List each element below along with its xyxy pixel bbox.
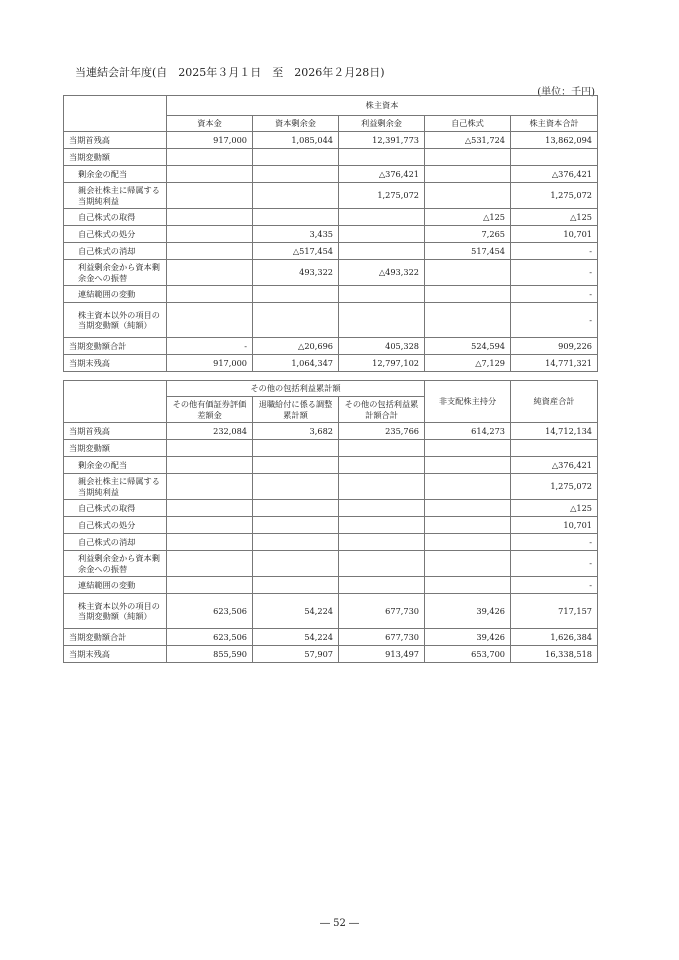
table-cell — [253, 551, 339, 577]
table-row — [64, 286, 598, 303]
page-title: 当連結会計年度(自 2025年３月１日 至 2026年２月28日) — [75, 66, 385, 79]
table-cell — [511, 149, 598, 166]
table-cell: △125 — [511, 209, 598, 226]
table-cell — [167, 551, 253, 577]
row-label: 利益剰余金から資本剰余金への振替 — [64, 551, 167, 577]
table-cell — [425, 534, 511, 551]
table-row — [64, 243, 598, 260]
row-label: 剰余金の配当 — [64, 457, 167, 474]
table-cell: △7,129 — [425, 355, 511, 372]
table-cell — [253, 303, 339, 338]
table-cell: 14,712,134 — [511, 423, 598, 440]
table-cell — [167, 500, 253, 517]
table-cell — [253, 474, 339, 500]
table-row — [64, 646, 598, 663]
table-cell — [425, 440, 511, 457]
column-header: 利益剰余金 — [339, 116, 425, 132]
row-label-header — [64, 96, 167, 132]
table-cell: 917,000 — [167, 355, 253, 372]
table-row — [64, 474, 598, 500]
table-cell — [425, 286, 511, 303]
table-cell: - — [511, 243, 598, 260]
table-cell: 1,626,384 — [511, 629, 598, 646]
table-cell — [339, 440, 425, 457]
row-label: 自己株式の処分 — [64, 226, 167, 243]
row-label: 当期変動額 — [64, 440, 167, 457]
table-cell: - — [511, 303, 598, 338]
table-cell: 913,497 — [339, 646, 425, 663]
column-header: 資本剰余金 — [253, 116, 339, 132]
table-cell: 917,000 — [167, 132, 253, 149]
table-cell — [167, 440, 253, 457]
table-cell: - — [167, 338, 253, 355]
table-cell — [425, 474, 511, 500]
table-cell: 855,590 — [167, 646, 253, 663]
table-row — [64, 226, 598, 243]
table-cell — [167, 577, 253, 594]
row-label: 利益剰余金から資本剰余金への振替 — [64, 260, 167, 286]
table-row — [64, 183, 598, 209]
row-label: 自己株式の取得 — [64, 500, 167, 517]
table-cell: 524,594 — [425, 338, 511, 355]
table-cell — [253, 183, 339, 209]
table-cell: 12,797,102 — [339, 355, 425, 372]
table-cell — [253, 457, 339, 474]
table-cell — [167, 166, 253, 183]
table-row — [64, 423, 598, 440]
table-cell — [253, 209, 339, 226]
table-row — [64, 355, 598, 372]
table-cell — [339, 577, 425, 594]
table-row — [64, 260, 598, 286]
table-cell: 1,275,072 — [339, 183, 425, 209]
table-cell: 12,391,773 — [339, 132, 425, 149]
row-label: 自己株式の消却 — [64, 534, 167, 551]
row-label: 自己株式の処分 — [64, 517, 167, 534]
table-cell — [425, 577, 511, 594]
table-cell: - — [511, 534, 598, 551]
table-cell: 10,701 — [511, 517, 598, 534]
table-cell — [253, 500, 339, 517]
table-cell: △125 — [425, 209, 511, 226]
table-row — [64, 338, 598, 355]
row-label: 株主資本以外の項目の当期変動額（純額） — [64, 594, 167, 629]
table-cell: 405,328 — [339, 338, 425, 355]
table-cell — [339, 226, 425, 243]
table-row — [64, 500, 598, 517]
table-cell — [253, 577, 339, 594]
table-cell — [167, 209, 253, 226]
table-cell: △20,696 — [253, 338, 339, 355]
row-label: 当期末残高 — [64, 646, 167, 663]
row-label: 当期変動額 — [64, 149, 167, 166]
table-row — [64, 209, 598, 226]
table-cell — [167, 149, 253, 166]
table-row — [64, 594, 598, 629]
table-cell — [339, 286, 425, 303]
table-row — [64, 577, 598, 594]
table-cell — [339, 303, 425, 338]
table-row — [64, 440, 598, 457]
row-label: 当期末残高 — [64, 355, 167, 372]
table-row — [64, 534, 598, 551]
table-cell: 1,064,347 — [253, 355, 339, 372]
table-cell: 14,771,321 — [511, 355, 598, 372]
table-cell — [425, 260, 511, 286]
column-header: 資本金 — [167, 116, 253, 132]
table-cell: 1,085,044 — [253, 132, 339, 149]
table-cell — [167, 303, 253, 338]
column-header: 退職給付に係る調整累計額 — [253, 397, 339, 423]
table-cell: 57,907 — [253, 646, 339, 663]
table-cell — [253, 149, 339, 166]
table-cell: 7,265 — [425, 226, 511, 243]
row-label: 当期首残高 — [64, 423, 167, 440]
table-cell: - — [511, 551, 598, 577]
table-cell: 653,700 — [425, 646, 511, 663]
column-header: 株主資本合計 — [511, 116, 598, 132]
table-cell: △376,421 — [511, 166, 598, 183]
table-cell — [339, 500, 425, 517]
table-cell — [339, 517, 425, 534]
table-cell — [511, 440, 598, 457]
table-row — [64, 132, 598, 149]
table-cell: 1,275,072 — [511, 474, 598, 500]
table-row — [64, 517, 598, 534]
row-label: 親会社株主に帰属する当期純利益 — [64, 183, 167, 209]
table-cell: △125 — [511, 500, 598, 517]
table-cell: 3,682 — [253, 423, 339, 440]
table-cell — [167, 260, 253, 286]
table-cell: 3,435 — [253, 226, 339, 243]
table-cell: 677,730 — [339, 629, 425, 646]
accumulated-other-comprehensive-income-table — [63, 380, 598, 663]
group-header: その他の包括利益累計額 — [167, 381, 425, 397]
table-cell: 493,322 — [253, 260, 339, 286]
table-cell: 235,766 — [339, 423, 425, 440]
unit-label: (単位：千円) — [537, 87, 595, 98]
table-cell — [167, 457, 253, 474]
table-cell — [425, 166, 511, 183]
table-row — [64, 166, 598, 183]
table-cell: 54,224 — [253, 629, 339, 646]
row-label: 親会社株主に帰属する当期純利益 — [64, 474, 167, 500]
table-cell: - — [511, 286, 598, 303]
column-header: 非支配株主持分 — [425, 381, 511, 423]
table-cell — [253, 534, 339, 551]
table-cell — [339, 209, 425, 226]
table-cell: △531,724 — [425, 132, 511, 149]
table-cell — [253, 166, 339, 183]
table-cell — [253, 286, 339, 303]
column-header: 純資産合計 — [511, 381, 598, 423]
table-cell — [167, 517, 253, 534]
table-row — [64, 457, 598, 474]
table-cell: 16,338,518 — [511, 646, 598, 663]
table-cell — [339, 149, 425, 166]
row-label: 株主資本以外の項目の当期変動額（純額） — [64, 303, 167, 338]
table-cell: - — [511, 260, 598, 286]
row-label: 当期変動額合計 — [64, 629, 167, 646]
table-cell — [339, 551, 425, 577]
table-cell: 677,730 — [339, 594, 425, 629]
table-cell — [167, 286, 253, 303]
row-label: 剰余金の配当 — [64, 166, 167, 183]
table-cell — [425, 303, 511, 338]
table-cell: 39,426 — [425, 594, 511, 629]
shareholders-equity-table — [63, 95, 598, 372]
table-cell — [425, 149, 511, 166]
table-cell — [167, 183, 253, 209]
table-cell: 517,454 — [425, 243, 511, 260]
table-cell — [339, 474, 425, 500]
table-cell: 623,506 — [167, 629, 253, 646]
table-cell: 13,862,094 — [511, 132, 598, 149]
table-row — [64, 303, 598, 338]
table-cell — [167, 534, 253, 551]
table-cell: 232,084 — [167, 423, 253, 440]
table-cell: △376,421 — [339, 166, 425, 183]
table-cell — [425, 500, 511, 517]
table-cell: 10,701 — [511, 226, 598, 243]
row-label: 当期変動額合計 — [64, 338, 167, 355]
table-row — [64, 629, 598, 646]
table-cell: 1,275,072 — [511, 183, 598, 209]
table-cell — [253, 440, 339, 457]
table-cell: △493,322 — [339, 260, 425, 286]
table-cell: 39,426 — [425, 629, 511, 646]
table-row — [64, 551, 598, 577]
table-cell: 614,273 — [425, 423, 511, 440]
table-cell — [339, 457, 425, 474]
table-cell: △376,421 — [511, 457, 598, 474]
row-label: 連結範囲の変動 — [64, 286, 167, 303]
page-number: ― 52 ― — [319, 918, 360, 929]
row-label: 自己株式の取得 — [64, 209, 167, 226]
table-cell — [425, 457, 511, 474]
table-cell: △517,454 — [253, 243, 339, 260]
table-cell — [339, 534, 425, 551]
table-cell — [425, 183, 511, 209]
row-label: 自己株式の消却 — [64, 243, 167, 260]
table-cell — [253, 517, 339, 534]
table-cell — [167, 226, 253, 243]
table-cell: 909,226 — [511, 338, 598, 355]
row-label: 連結範囲の変動 — [64, 577, 167, 594]
group-header: 株主資本 — [167, 96, 598, 116]
row-label-header — [64, 381, 167, 423]
table-cell — [167, 474, 253, 500]
table-cell — [425, 517, 511, 534]
table-cell — [339, 243, 425, 260]
table-cell: 623,506 — [167, 594, 253, 629]
column-header: その他の包括利益累計額合計 — [339, 397, 425, 423]
table-cell — [425, 551, 511, 577]
table-cell: 54,224 — [253, 594, 339, 629]
table-cell — [167, 243, 253, 260]
table-row — [64, 149, 598, 166]
table-cell: 717,157 — [511, 594, 598, 629]
table-cell: - — [511, 577, 598, 594]
column-header: その他有価証券評価差額金 — [167, 397, 253, 423]
column-header: 自己株式 — [425, 116, 511, 132]
row-label: 当期首残高 — [64, 132, 167, 149]
